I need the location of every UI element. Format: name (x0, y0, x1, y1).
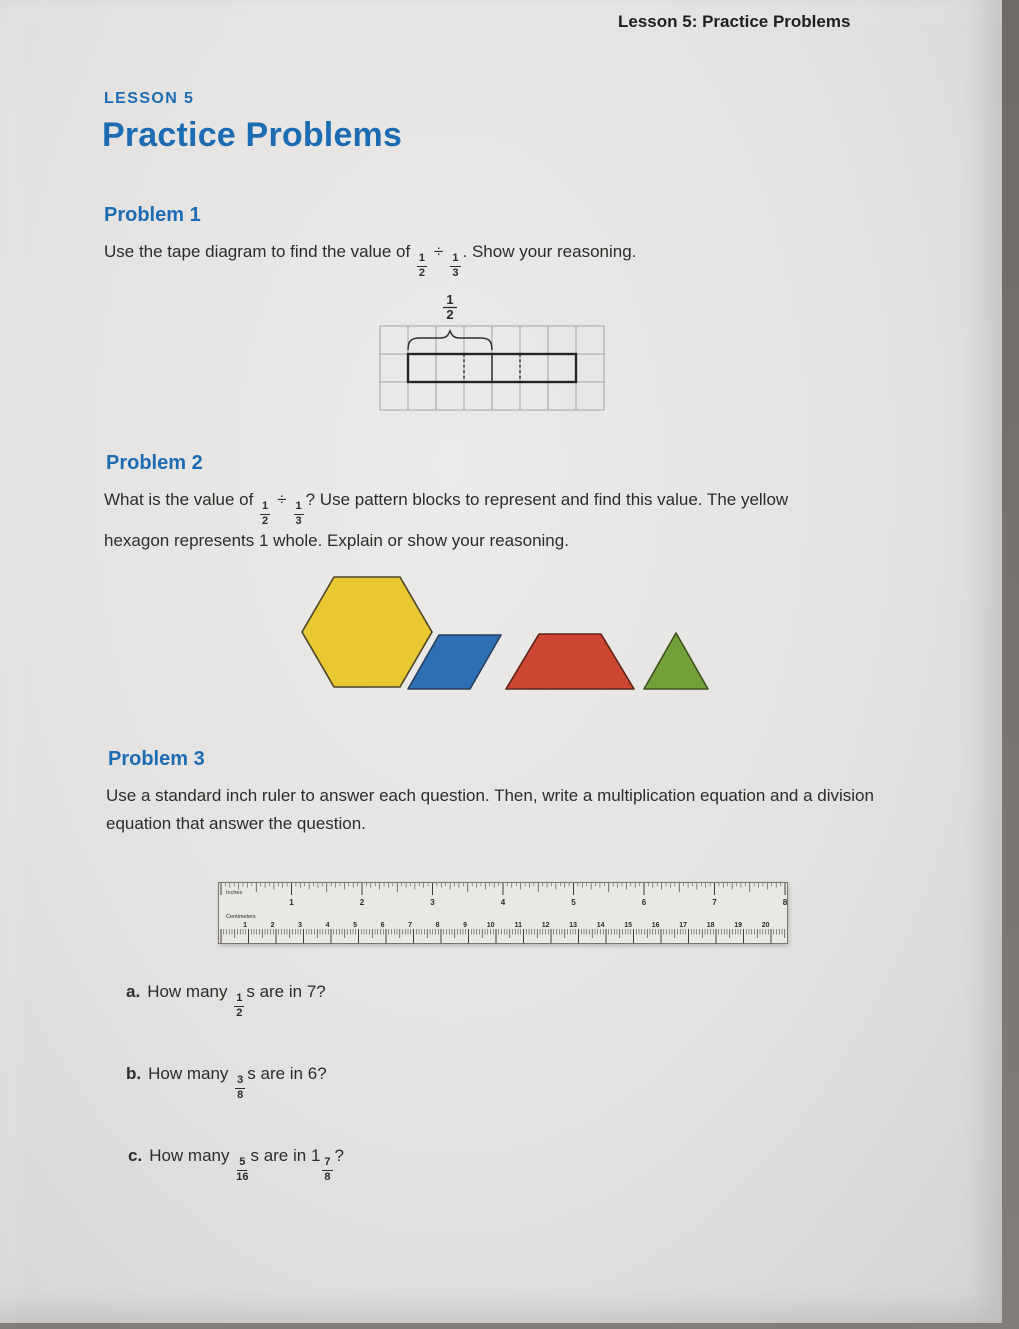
svg-text:16: 16 (651, 922, 660, 929)
numerator: 3 (235, 1075, 245, 1089)
numerator: 1 (234, 993, 244, 1007)
svg-text:17: 17 (679, 922, 687, 929)
fraction-one-half (234, 993, 244, 1019)
page-title: Practice Problems (102, 116, 403, 154)
fraction-one-half (417, 253, 427, 279)
question-c-mid: s are in (250, 1146, 311, 1165)
problem1-heading: Problem 1 (104, 204, 201, 226)
svg-text:7: 7 (408, 922, 412, 929)
svg-text:2: 2 (270, 922, 275, 929)
question-a-after: s are in 7? (246, 982, 326, 1001)
denominator: 8 (237, 1088, 244, 1101)
svg-text:18: 18 (706, 922, 715, 929)
divide-sign: ÷ (434, 242, 444, 261)
denominator: 16 (236, 1170, 249, 1183)
pattern-blocks (292, 568, 712, 696)
problem2-heading: Problem 2 (106, 452, 203, 474)
denominator: 2 (262, 514, 269, 527)
red-trapezoid (506, 634, 634, 689)
svg-text:12: 12 (541, 922, 550, 929)
question-c (128, 1146, 344, 1183)
svg-text:7: 7 (712, 898, 717, 907)
numerator: 1 (450, 253, 460, 267)
brace-label-denominator: 2 (446, 307, 454, 322)
denominator: 2 (236, 1006, 243, 1019)
svg-text:1: 1 (289, 898, 294, 907)
svg-text:4: 4 (325, 922, 330, 929)
svg-text:3: 3 (430, 898, 435, 907)
fraction-one-third (450, 253, 460, 279)
svg-text:2: 2 (359, 898, 365, 907)
yellow-hexagon (302, 577, 432, 687)
svg-text:4: 4 (500, 898, 506, 907)
svg-text:20: 20 (761, 922, 770, 929)
svg-text:10: 10 (486, 922, 495, 929)
fraction-seven-eighths (322, 1157, 332, 1183)
numerator: 1 (294, 501, 304, 515)
mixed-number-whole: 1 (310, 1146, 321, 1165)
curly-brace (408, 331, 492, 350)
svg-text:15: 15 (624, 922, 632, 929)
problem2-text-after: ? Use pattern blocks to represent and find this value. The yellow hexagon represents 1 whole. Explain or show your reasoning. (104, 490, 789, 551)
svg-text:11: 11 (514, 922, 522, 929)
svg-text:Inches: Inches (226, 890, 243, 896)
svg-text:3: 3 (298, 922, 302, 929)
lesson-label: LESSON 5 (104, 90, 195, 107)
fraction-five-sixteenths (236, 1157, 248, 1183)
problem2-text-before: What is the value of (104, 490, 259, 509)
question-c-before: How many (149, 1146, 235, 1165)
fraction-one-half (260, 501, 270, 527)
svg-text:5: 5 (353, 922, 357, 929)
problem3-heading: Problem 3 (108, 748, 205, 770)
problem1-text-after: . Show your reasoning. (462, 242, 637, 261)
fraction-three-eighths (235, 1075, 245, 1101)
problem2-text (104, 486, 842, 555)
svg-text:14: 14 (596, 922, 605, 929)
svg-text:9: 9 (463, 922, 467, 929)
svg-text:Centimeters: Centimeters (226, 914, 256, 920)
svg-text:8: 8 (782, 898, 788, 907)
denominator: 2 (418, 266, 426, 279)
svg-text:5: 5 (571, 898, 576, 907)
numerator: 1 (260, 501, 270, 515)
problem1-text (104, 238, 824, 279)
svg-text:6: 6 (380, 922, 385, 929)
numerator: 1 (417, 253, 427, 267)
tape-diagram (372, 292, 612, 418)
green-triangle (644, 633, 708, 689)
svg-text:13: 13 (569, 922, 577, 929)
numerator: 7 (322, 1157, 332, 1171)
question-b-before: How many (148, 1064, 234, 1083)
svg-text:19: 19 (734, 922, 742, 929)
problem3-text: Use a standard inch ruler to answer each question. Then, write a multiplication equation and a division equation that answer the question. (106, 786, 874, 833)
svg-text:8: 8 (435, 922, 440, 929)
inch-cm-ruler (218, 882, 788, 944)
question-a-label: a. (126, 982, 141, 1001)
page-header-title: Lesson 5: Practice Problems (618, 12, 851, 31)
question-a (126, 982, 326, 1019)
svg-text:6: 6 (641, 898, 647, 907)
question-a-before: How many (147, 982, 233, 1001)
denominator: 3 (452, 266, 459, 279)
denominator: 3 (295, 514, 302, 527)
fraction-one-third (294, 501, 304, 527)
brace-label-numerator: 1 (446, 292, 454, 307)
denominator: 8 (324, 1170, 331, 1183)
svg-text:1: 1 (243, 922, 247, 929)
question-b (126, 1064, 327, 1101)
numerator: 5 (237, 1157, 247, 1171)
question-c-after: ? (334, 1146, 345, 1165)
question-b-label: b. (126, 1064, 142, 1083)
divide-sign: ÷ (277, 490, 287, 509)
question-b-after: s are in 6? (247, 1064, 327, 1083)
problem1-text-before: Use the tape diagram to find the value of (104, 242, 415, 261)
question-c-label: c. (128, 1146, 143, 1165)
